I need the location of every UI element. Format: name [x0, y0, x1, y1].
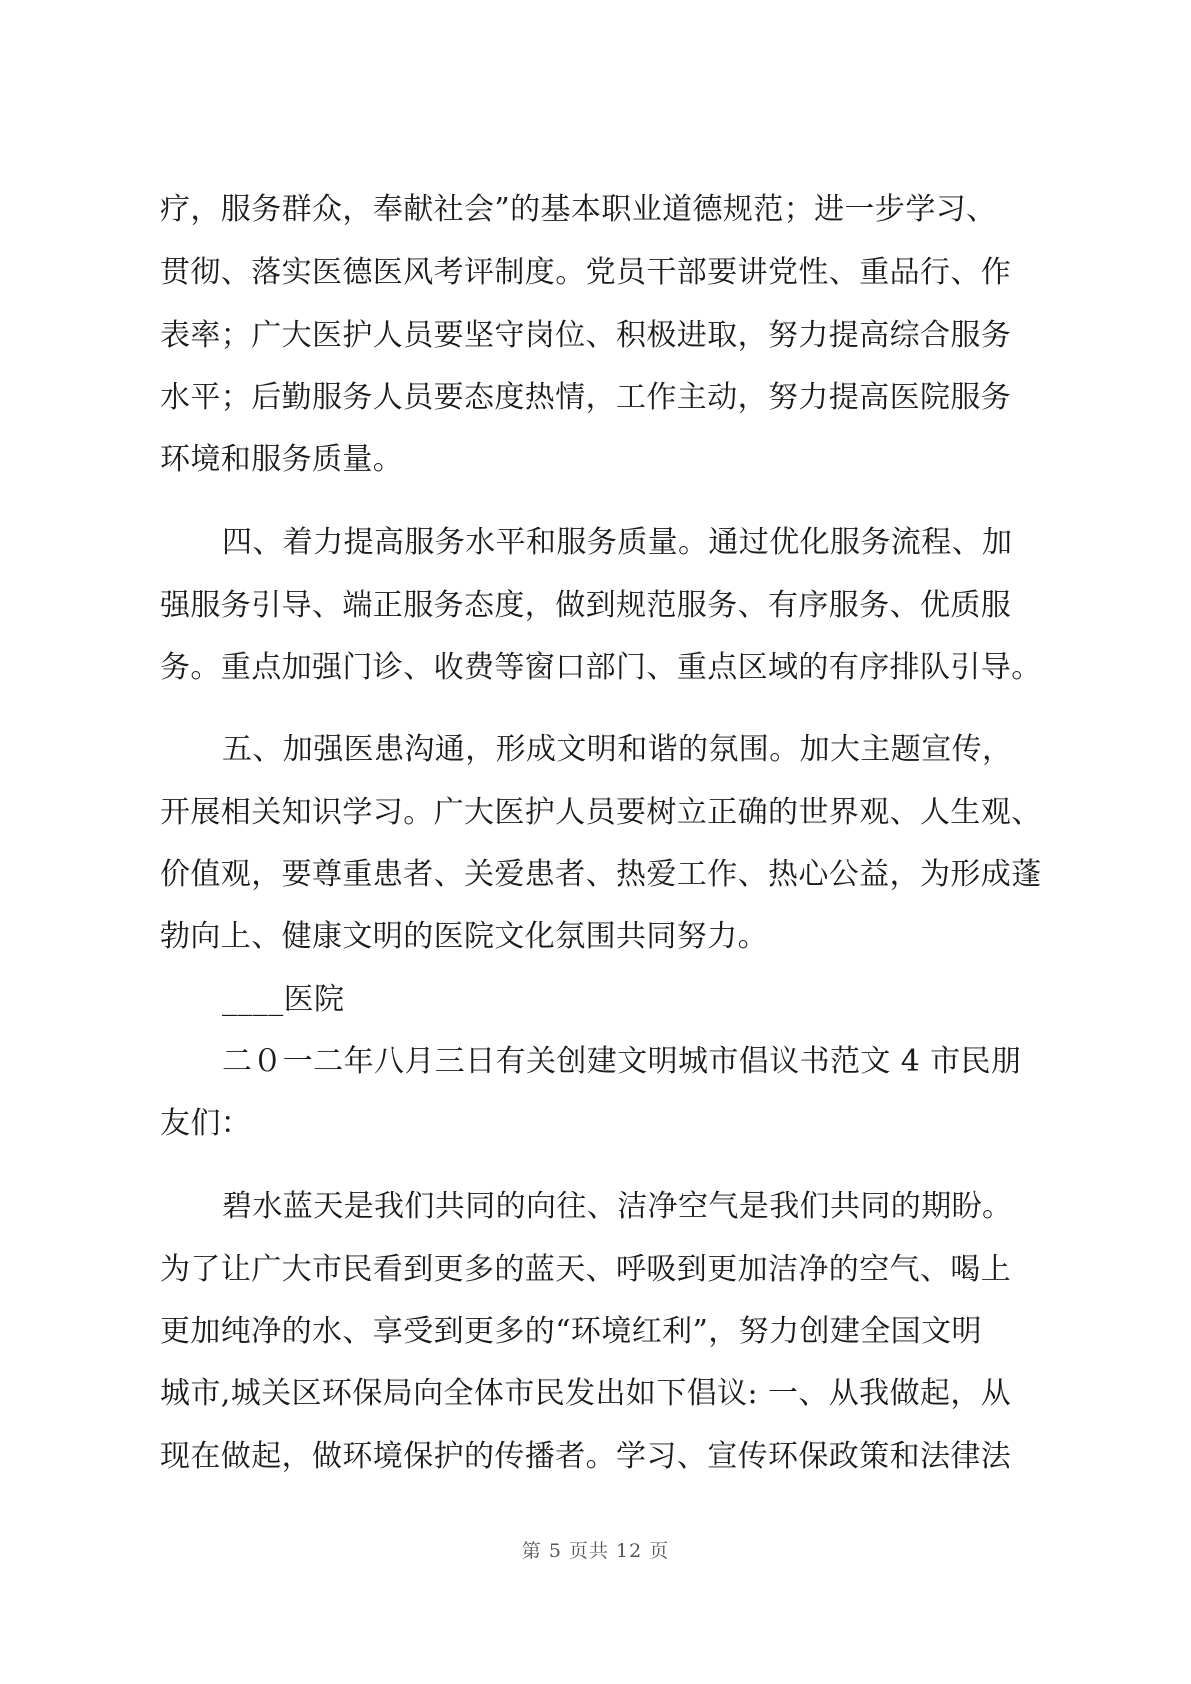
- body-line: 现在做起，做环境保护的传播者。学习、宣传环保政策和法律法: [160, 1439, 1012, 1474]
- body-line: 城市,城关区环保局向全体市民发出如下倡议: 一、从我做起，从: [160, 1376, 1012, 1411]
- body-line: 碧水蓝天是我们共同的向往、洁净空气是我们共同的期盼。: [222, 1189, 1013, 1224]
- salutation-line: 友们：: [160, 1106, 252, 1141]
- body-line: 开展相关知识学习。广大医护人员要树立正确的世界观、人生观、: [160, 795, 1042, 830]
- signature-line: ____医院: [222, 982, 345, 1017]
- body-line: 表率；广大医护人员要坚守岗位、积极进取，努力提高综合服务: [160, 318, 1012, 353]
- page-number-footer: 第 5 页共 12 页: [521, 1540, 670, 1562]
- body-line: 更加纯净的水、享受到更多的“环境红利”，努力创建全国文明: [160, 1314, 982, 1349]
- body-line: 为了让广大市民看到更多的蓝天、呼吸到更加洁净的空气、喝上: [160, 1252, 1012, 1287]
- body-line: 疗，服务群众，奉献社会”的基本职业道德规范；进一步学习、: [160, 192, 997, 227]
- body-line: 务。重点加强门诊、收费等窗口部门、重点区域的有序排队引导。: [160, 650, 1042, 685]
- body-line: 勃向上、健康文明的医院文化氛围共同努力。: [160, 919, 768, 954]
- body-line: 价值观，要尊重患者、关爱患者、热爱工作、热心公益，为形成蓬: [160, 857, 1042, 892]
- body-line: 水平；后勤服务人员要态度热情，工作主动，努力提高医院服务: [160, 380, 1012, 415]
- body-line: 贯彻、落实医德医风考评制度。党员干部要讲党性、重品行、作: [160, 255, 1012, 290]
- body-line: 五、加强医患沟通，形成文明和谐的氛围。加大主题宣传，: [222, 732, 1013, 767]
- body-line: 环境和服务质量。: [160, 442, 404, 477]
- date-title-line: 二０一二年八月三日有关创建文明城市倡议书范文 4 市民朋: [222, 1044, 1022, 1079]
- body-line: 强服务引导、端正服务态度，做到规范服务、有序服务、优质服: [160, 588, 1012, 623]
- body-line: 四、着力提高服务水平和服务质量。通过优化服务流程、加: [222, 525, 1013, 560]
